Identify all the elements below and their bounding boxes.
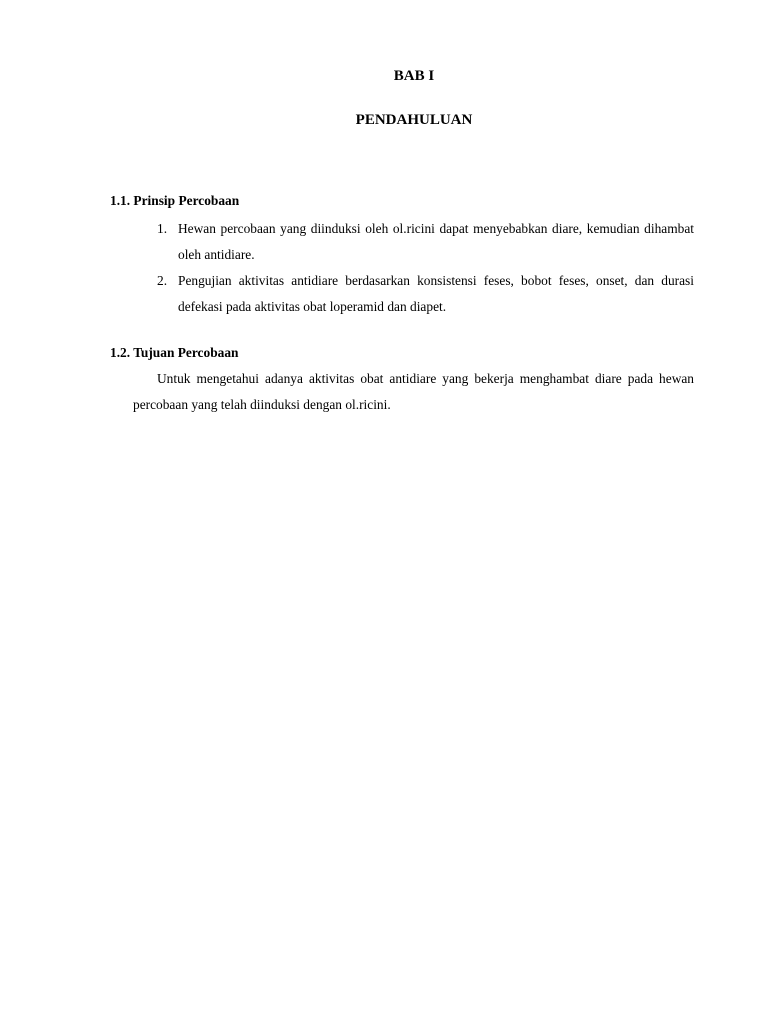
prinsip-list (157, 216, 694, 320)
list-item (157, 216, 694, 268)
tujuan-paragraph: Untuk mengetahui adanya aktivitas obat antidiare yang bekerja menghambat diare pada hewan percobaan yang telah diinduksi dengan ol.ricini. (133, 371, 694, 412)
list-item-number: 2. (157, 273, 168, 288)
section-heading-prinsip: 1.1. Prinsip Percobaan (110, 193, 240, 208)
chapter-title: PENDAHULUAN (355, 112, 473, 128)
list-item-number: 1. (157, 221, 168, 236)
list-item-text: Pengujian aktivitas antidiare berdasarkan konsistensi feses, bobot feses, onset, dan durasi defekasi pada aktivitas obat loperamid dan diapet. (178, 273, 694, 314)
list-item-text: Hewan percobaan yang diinduksi oleh ol.ricini dapat menyebabkan diare, kemudian dihambat oleh antidiare. (178, 221, 694, 262)
chapter-number: BAB I (393, 68, 435, 84)
section-heading-tujuan: 1.2. Tujuan Percobaan (110, 345, 239, 360)
list-item (157, 268, 694, 320)
